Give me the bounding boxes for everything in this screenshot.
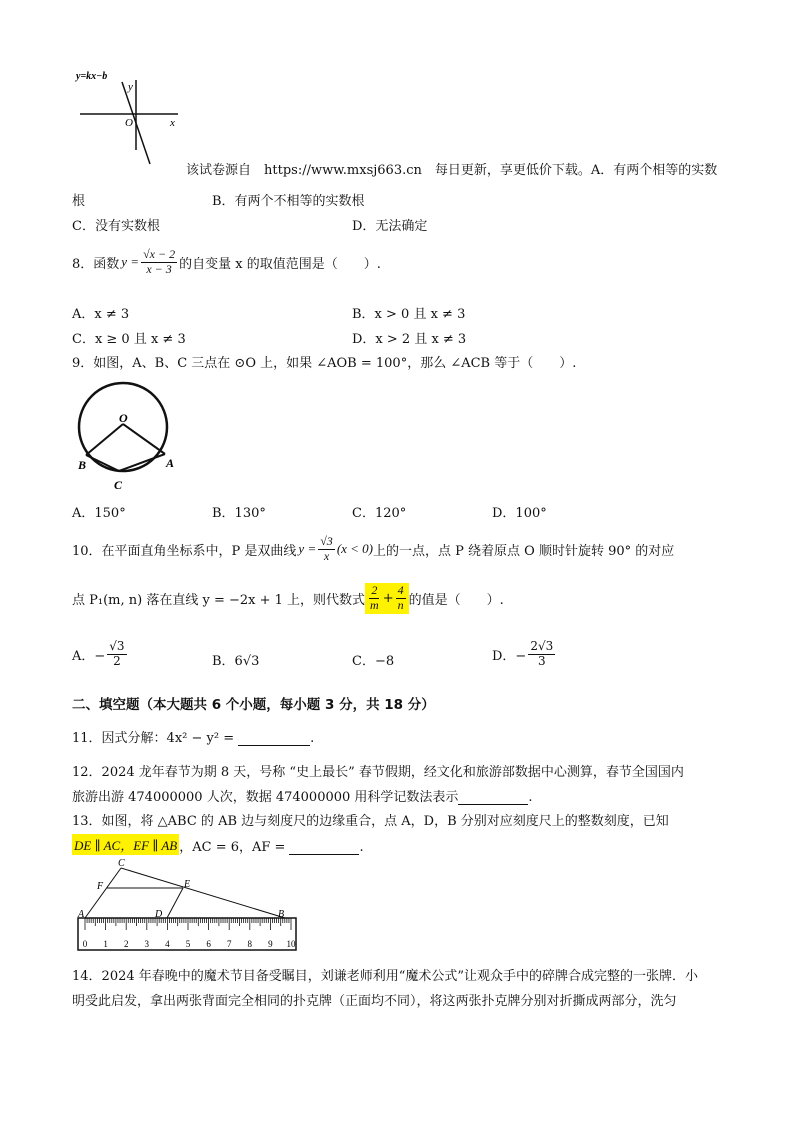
q10-fraction-2-m [368, 584, 381, 613]
q13-highlighted-condition: DE ∥ AC，EF ∥ AB [72, 834, 179, 855]
ruler-number-6: 6 [206, 939, 211, 949]
linear-function-figure [70, 62, 190, 172]
q8-numerator: √x − 2 [143, 247, 176, 261]
q10-plus: + [382, 590, 394, 606]
label-o: O [119, 411, 128, 425]
q10-option-b: B．6√3 [212, 654, 260, 669]
ruler-ticks [85, 918, 291, 930]
q10-hyperbola-fraction [318, 535, 335, 564]
q9-stem: 9．如图，A、B、C 三点在 ⊙O 上，如果 ∠AOB = 100°，那么 ∠ACB 等于（ ）. [72, 356, 577, 371]
ruler-number-8: 8 [247, 939, 253, 949]
x-axis-label: x [170, 117, 175, 129]
q10-f1-num: 2 [371, 583, 378, 597]
q7-line2: 根 [72, 194, 86, 209]
q12-line1: 12．2024 龙年春节为期 8 天，号称 “史上最长” 春节假期，经文化和旅游部数据中心测算，春节全国国内 [72, 765, 684, 780]
label-a: A [166, 456, 175, 470]
q13-line2-suffix: ，AC = 6，AF = [179, 840, 286, 855]
q8-stem [72, 248, 381, 277]
label-a: A [78, 909, 85, 920]
q14-line1: 14．2024 年春晚中的魔术节目备受瞩目，刘谦老师利用“魔术公式”让观众手中的碎牌合成完整的一张牌．小 [72, 969, 699, 984]
q14-line2: 明受此启发，拿出两张背面完全相同的扑克牌（正面均不同），将这两张扑克牌分别对折撕成两部分，洗匀 [72, 994, 677, 1009]
q11 [72, 727, 314, 746]
q10-den: x [323, 548, 330, 563]
q10-line2-suffix: 的值是（ ）. [408, 592, 504, 608]
q10-f1-den: m [370, 597, 379, 612]
ruler-number-7: 7 [226, 939, 232, 949]
ruler-number-3: 3 [144, 939, 150, 949]
q7-option-d: D．无法确定 [352, 219, 428, 234]
q10-opt-a-num: √3 [109, 639, 125, 653]
q8-option-b: B．x > 0 且 x ≠ 3 [352, 307, 466, 322]
q10-line1 [72, 535, 674, 564]
origin-label: O [125, 117, 133, 129]
equation-label: y=kx−b [76, 71, 108, 82]
label-c: C [114, 478, 123, 492]
label-d: D [155, 909, 163, 920]
q12-line2 [72, 786, 533, 805]
q10-option-c: C．−8 [352, 654, 395, 669]
q12-answer-blank[interactable] [458, 790, 528, 805]
q10-cond: (x < 0) [336, 541, 374, 557]
ruler-number-10: 10 [286, 939, 296, 949]
segment-ac [119, 454, 165, 471]
q10-num: √3 [320, 534, 333, 548]
q10-line1-prefix: 10．在平面直角坐标系中，P 是双曲线 [72, 543, 297, 559]
y-axis-label: y [128, 81, 133, 93]
q10-option-a [72, 640, 129, 669]
q10-f2-den: n [397, 597, 404, 612]
label-b: B [278, 909, 285, 920]
watermark-line: 该试卷源自 https://www.mxsj663.cn 每日更新，享更低价下载。A．有两个相等的实数 [186, 163, 718, 178]
q8-denominator: x − 3 [146, 261, 172, 276]
q8-prefix: 8．函数 [72, 256, 120, 272]
ruler-number-9: 9 [268, 939, 273, 949]
label-e: E [184, 879, 191, 890]
segment-ob [86, 424, 123, 455]
ruler-number-5: 5 [185, 939, 191, 949]
q8-option-a: A．x ≠ 3 [72, 307, 130, 322]
q10-opt-d-label: D．− [492, 648, 527, 664]
q10-fraction-4-n [396, 584, 406, 613]
q8-suffix: 的自变量 x 的取值范围是（ ）. [179, 256, 381, 272]
q7-option-b: B．有两个不相等的实数根 [212, 194, 365, 209]
q8-fraction [141, 248, 177, 277]
segment-ed [167, 888, 183, 918]
q10-opt-d-num: 2√3 [530, 639, 554, 653]
q11-answer-blank[interactable] [238, 731, 310, 746]
segment-bc [86, 455, 119, 471]
q10-y-eq: y = [298, 541, 317, 557]
q13-line1: 13．如图，将 △ABC 的 AB 边与刻度尺的边缘重合，点 A，D，B 分别对应刻度尺上的整数刻度，已知 [72, 814, 669, 829]
ruler-number-0: 0 [82, 939, 88, 949]
q10-opt-d-fraction [528, 640, 555, 669]
q10-opt-a-den: 2 [113, 653, 121, 668]
q10-line2 [72, 583, 504, 614]
ruler-triangle-figure [70, 856, 300, 956]
q9-option-c: C．120° [352, 506, 407, 521]
q8-y-eq: y = [121, 254, 140, 270]
q11-text: 11．因式分解：4x² − y² = [72, 731, 235, 746]
q11-end: . [310, 731, 315, 746]
q9-option-b: B．130° [212, 506, 266, 521]
label-b: B [78, 458, 87, 472]
circle-figure [72, 376, 182, 494]
q10-opt-a-label: A．− [72, 648, 106, 664]
q10-highlighted-expression [365, 583, 409, 614]
segment-oa [123, 424, 165, 454]
q9-option-a: A．150° [72, 506, 126, 521]
segment-cb [121, 868, 285, 918]
ruler-number-1: 1 [103, 939, 108, 949]
q13-answer-blank[interactable] [289, 840, 359, 855]
q10-line2-prefix: 点 P₁(m, n) 落在直线 y = −2x + 1 上，则代数式 [72, 592, 366, 608]
q9-option-d: D．100° [492, 506, 547, 521]
label-c: C [118, 858, 125, 869]
q8-option-d: D．x > 2 且 x ≠ 3 [352, 332, 467, 347]
segment-ac [85, 868, 121, 918]
label-f: F [97, 881, 104, 892]
ruler-numbers [83, 939, 296, 949]
q10-opt-a-fraction [107, 640, 126, 669]
q12-end: . [528, 790, 533, 805]
q12-line2-text: 旅游出游 474000000 人次，数据 474000000 用科学记数法表示 [72, 790, 459, 805]
q10-f2-num: 4 [397, 583, 404, 597]
q10-line1-suffix: 上的一点，点 P 绕着原点 O 顺时针旋转 90° 的对应 [373, 543, 675, 559]
q10-opt-d-den: 3 [537, 653, 546, 668]
ruler-number-4: 4 [165, 939, 170, 949]
section-fill-in-title: 二、填空题（本大题共 6 个小题，每小题 3 分，共 18 分） [72, 697, 435, 713]
q8-option-c: C．x ≥ 0 且 x ≠ 3 [72, 332, 186, 347]
ruler-number-2: 2 [123, 939, 129, 949]
q13-end: . [359, 840, 364, 855]
q13-line2 [72, 834, 364, 855]
q10-option-d [492, 640, 557, 669]
q7-option-c: C．没有实数根 [72, 219, 160, 234]
